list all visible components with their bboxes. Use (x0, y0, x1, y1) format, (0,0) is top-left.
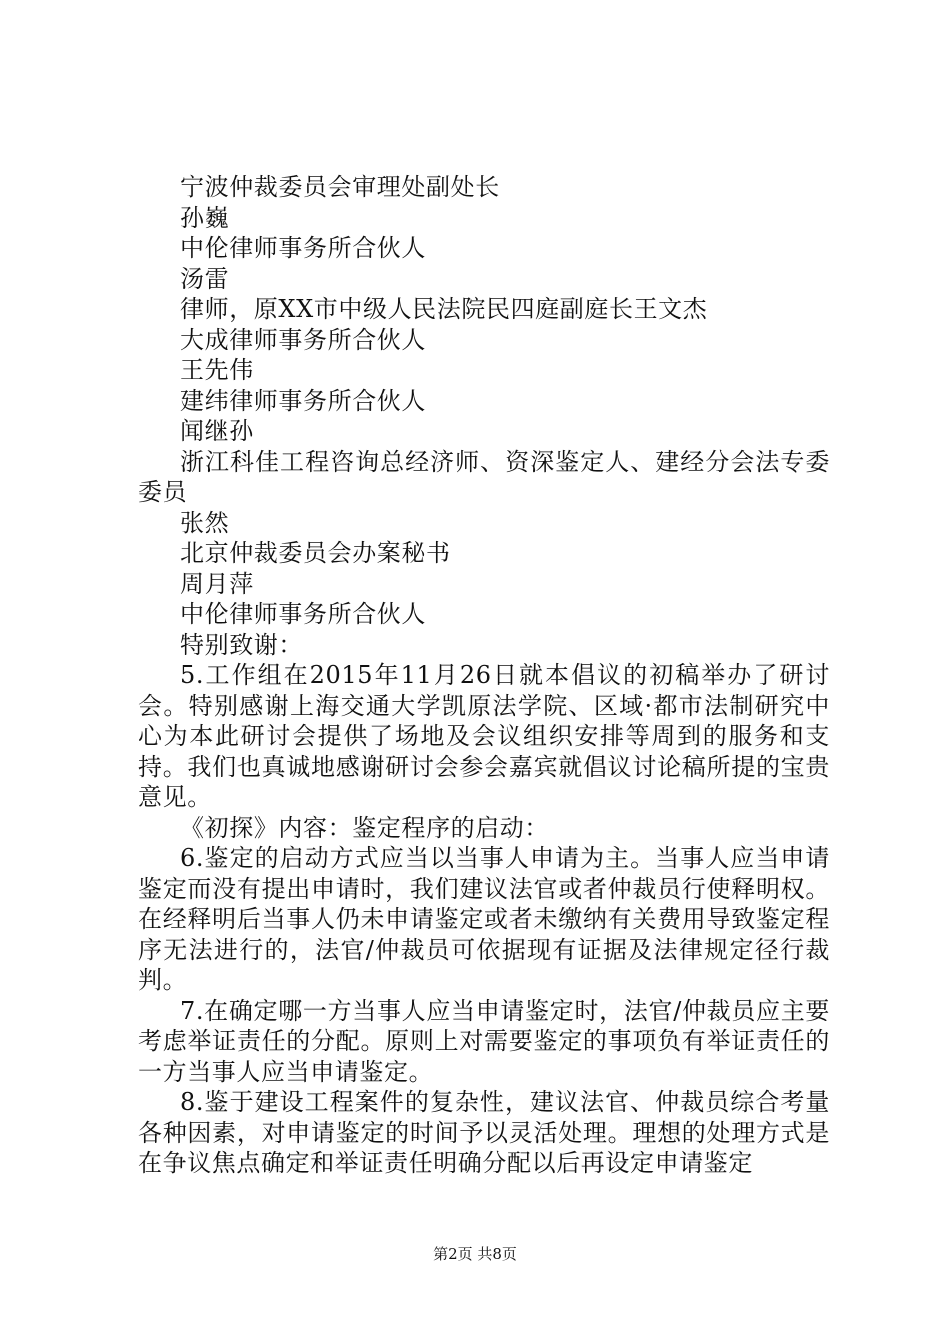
page-number-footer: 第2页 共8页 (433, 1245, 517, 1263)
paragraph: 张然 (180, 508, 230, 537)
paragraph: 浙江科佳工程咨询总经济师、资深鉴定人、建经分会法专委委员 (138, 447, 830, 506)
paragraph: 7.在确定哪一方当事人应当申请鉴定时，法官/仲裁员应主要考虑举证责任的分配。原则上对需要鉴定的事项负有举证责任的一方当事人应当申请鉴定。 (138, 996, 830, 1086)
paragraph: 王先伟 (180, 356, 254, 384)
paragraph: 律师，原XX市中级人民法院民四庭副庭长王文杰 (180, 295, 708, 323)
paragraph: 孙巍 (180, 203, 230, 232)
paragraph: 北京仲裁委员会办案秘书 (180, 539, 451, 567)
paragraph: 闻继孙 (180, 417, 254, 445)
paragraph: 宁波仲裁委员会审理处副处长 (180, 173, 500, 201)
paragraph: 8.鉴于建设工程案件的复杂性，建议法官、仲裁员综合考量各种因素，对申请鉴定的时间予以灵活处理。理想的处理方式是在争议焦点确定和举证责任明确分配以后再设定申请鉴定 (138, 1088, 830, 1177)
paragraph: 大成律师事务所合伙人 (180, 325, 426, 354)
paragraph: 特别致谢： (180, 630, 303, 659)
paragraph: 《初探》内容：鉴定程序的启动： (180, 813, 549, 842)
paragraph: 中伦律师事务所合伙人 (180, 234, 426, 262)
paragraph: 汤雷 (180, 264, 230, 293)
paragraph: 5.工作组在2015年11月26日就本倡议的初稿举办了研讨会。特别感谢上海交通大学凯原法学院、区域·都市法制研究中心为本此研讨会提供了场地及会议组织安排等周到的服务和支持。我们也真诚地感谢研讨会参会嘉宾就倡议讨论稿所提的宝贵意见。 (138, 661, 830, 811)
paragraph: 6.鉴定的启动方式应当以当事人申请为主。当事人应当申请鉴定而没有提出申请时，我们建议法官或者仲裁员行使释明权。在经释明后当事人仍未申请鉴定或者未缴纳有关费用导致鉴定程序无法进行的，法官/仲裁员可依据现有证据及法律规定径行裁判。 (138, 844, 830, 994)
paragraph: 中伦律师事务所合伙人 (180, 600, 426, 628)
paragraph: 周月萍 (180, 569, 254, 598)
document-body (138, 172, 830, 1179)
paragraph: 建纬律师事务所合伙人 (180, 386, 426, 415)
